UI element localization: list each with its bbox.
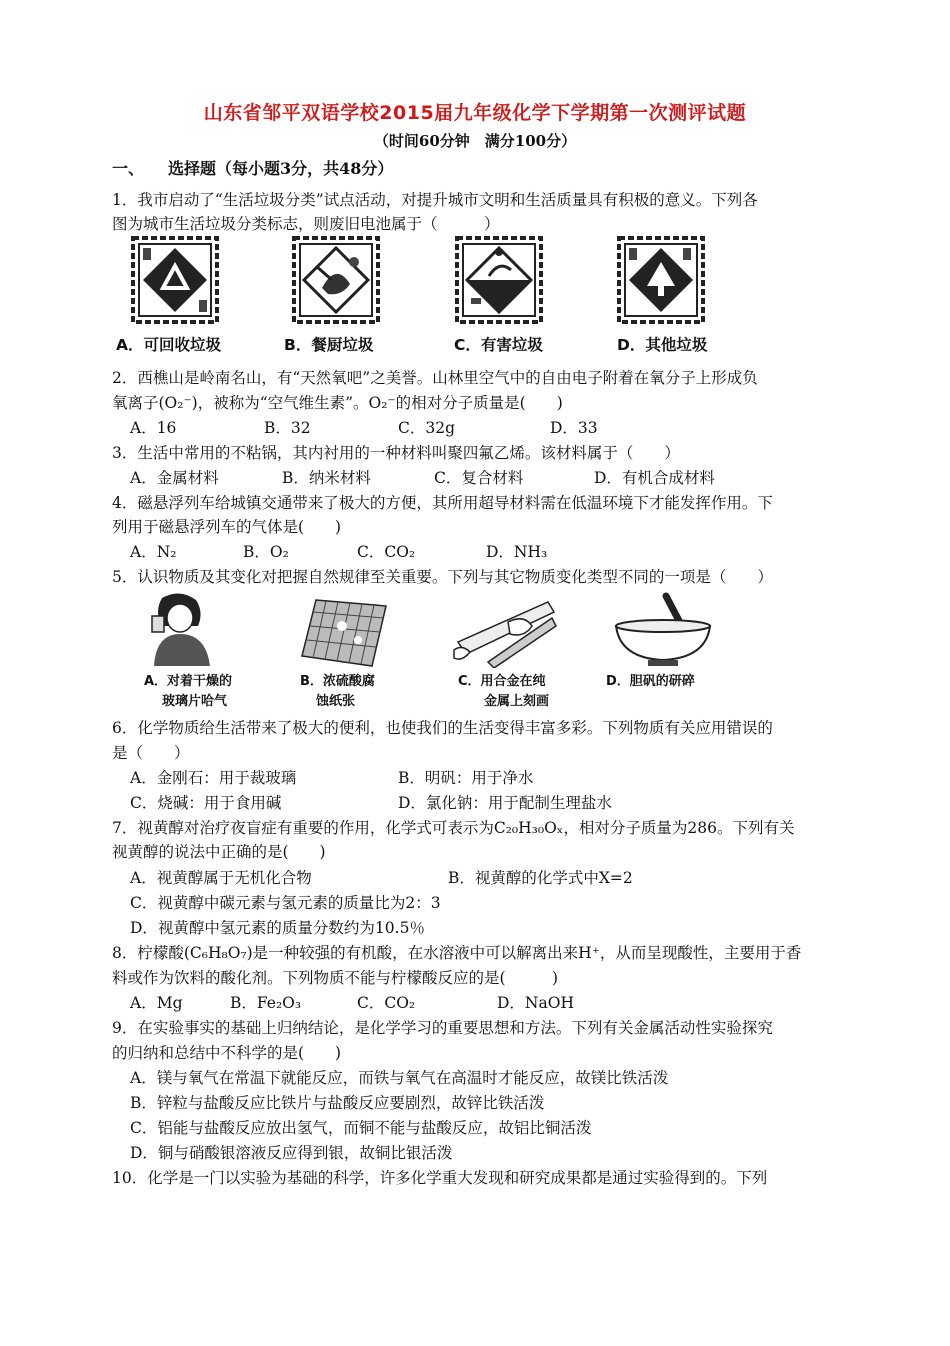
q5-line1: 5．认识物质及其变化对把握自然规律至关重要。下列与其它物质变化类型不同的一项是（ ）	[112, 568, 773, 586]
exam-title: 山东省邹平双语学校2015届九年级化学下学期第一次测评试题	[203, 102, 747, 124]
q6-option-a: A．金刚石：用于裁玻璃	[130, 769, 297, 787]
recyclable-sign-icon	[131, 236, 219, 324]
q8-option-c: C．CO₂	[357, 994, 416, 1012]
q3-option-b: B．纳米材料	[282, 469, 371, 487]
paper-with-acid-icon	[300, 596, 388, 668]
q4-line1: 4．磁悬浮列车给城镇交通带来了极大的方便，其所用超导材料需在低温环境下才能发挥作用。下	[112, 494, 773, 512]
q9-option-a: A．镁与氧气在常温下就能反应，而铁与氧气在高温时才能反应，故镁比铁活泼	[130, 1069, 669, 1087]
q4-option-d: D．NH₃	[486, 543, 548, 561]
q8-line1: 8．柠檬酸(C₆H₈O₇)是一种较强的有机酸，在水溶液中可以解离出来H⁺，从而呈现酸性，主要用于香	[112, 944, 802, 962]
q2-line2: 氧离子(O₂⁻)，被称为“空气维生素”。O₂⁻的相对分子质量是( )	[112, 394, 563, 412]
q6-option-d: D．氯化钠：用于配制生理盐水	[398, 794, 612, 812]
q6-option-b: B．明矾：用于净水	[398, 769, 534, 787]
kitchen-waste-sign-icon	[292, 236, 380, 324]
q5-caption-c-line1: C．用合金在纯	[458, 674, 546, 689]
q6-line2: 是（ ）	[112, 744, 190, 762]
alloy-scratching-metal-icon	[448, 592, 558, 668]
hazardous-waste-sign-icon	[455, 236, 543, 324]
q2-line1: 2．西樵山是岭南名山，有“天然氧吧”之美誉。山林里空气中的自由电子附着在氧分子上形成负	[112, 369, 758, 387]
q4-option-c: C．CO₂	[357, 543, 416, 561]
q2-option-d: D．33	[550, 419, 598, 437]
q6-line1: 6．化学物质给生活带来了极大的便利，也使我们的生活变得丰富多彩。下列物质有关应用错误的	[112, 719, 773, 737]
q2-option-a: A．16	[130, 419, 177, 437]
q3-line1: 3．生活中常用的不粘锅，其内衬用的一种材料叫聚四氟乙烯。该材料属于（ ）	[112, 444, 680, 462]
q10-line1: 10．化学是一门以实验为基础的科学，许多化学重大发现和研究成果都是通过实验得到的。下列	[112, 1169, 768, 1187]
q5-caption-d: D．胆矾的研碎	[606, 674, 695, 689]
q1-line2: 图为城市生活垃圾分类标志，则废旧电池属于（ ）	[112, 215, 500, 233]
girl-breathing-on-glass-icon	[140, 590, 220, 668]
mortar-and-pestle-icon	[610, 590, 716, 668]
q7-option-d: D．视黄醇中氢元素的质量分数约为10.5％	[130, 919, 425, 937]
q8-option-b: B．Fe₂O₃	[230, 994, 302, 1012]
q9-option-d: D．铜与硝酸银溶液反应得到银，故铜比银活泼	[130, 1144, 453, 1162]
q4-option-b: B．O₂	[243, 543, 289, 561]
q6-option-c: C．烧碱：用于食用碱	[130, 794, 282, 812]
q9-line2: 的归纳和总结中不科学的是( )	[112, 1044, 342, 1062]
q1-caption-c: C．有害垃圾	[454, 336, 543, 354]
exam-subtitle: （时间60分钟 满分100分）	[373, 132, 577, 150]
q3-option-a: A．金属材料	[130, 469, 219, 487]
q8-option-d: D．NaOH	[497, 994, 574, 1012]
q7-option-c: C．视黄醇中碳元素与氢元素的质量比为2：3	[130, 894, 441, 912]
q7-option-a: A．视黄醇属于无机化合物	[130, 869, 312, 887]
q3-option-d: D．有机合成材料	[594, 469, 715, 487]
q1-caption-d: D．其他垃圾	[617, 336, 708, 354]
section-heading: 一、 选择题（每小题3分，共48分）	[112, 159, 394, 178]
q5-caption-a-line2: 玻璃片哈气	[162, 694, 228, 709]
q8-line2: 料或作为饮料的酸化剂。下列物质不能与柠檬酸反应的是( )	[112, 969, 559, 987]
q5-caption-b-line1: B．浓硫酸腐	[300, 674, 375, 689]
q2-option-b: B．32	[264, 419, 311, 437]
q3-option-c: C．复合材料	[434, 469, 524, 487]
q2-option-c: C．32g	[398, 419, 456, 437]
q1-caption-b: B．餐厨垃圾	[284, 336, 374, 354]
q1-caption-a: A．可回收垃圾	[116, 336, 221, 354]
q5-caption-a-line1: A．对着干燥的	[144, 674, 233, 689]
q5-caption-b-line2: 蚀纸张	[316, 694, 356, 709]
q5-caption-c-line2: 金属上刻画	[484, 694, 550, 709]
q8-option-a: A．Mg	[130, 994, 183, 1012]
q4-option-a: A．N₂	[130, 543, 177, 561]
other-waste-sign-icon	[617, 236, 705, 324]
q7-option-b: B．视黄醇的化学式中X=2	[448, 869, 633, 887]
q4-line2: 列用于磁悬浮列车的气体是( )	[112, 518, 342, 536]
q9-line1: 9．在实验事实的基础上归纳结论，是化学学习的重要思想和方法。下列有关金属活动性实验探究	[112, 1019, 773, 1037]
q7-line1: 7．视黄醇对治疗夜盲症有重要的作用，化学式可表示为C₂₀H₃₀Oₓ，相对分子质量为286。下列有关	[112, 819, 795, 837]
q1-line1: 1．我市启动了“生活垃圾分类”试点活动，对提升城市文明和生活质量具有积极的意义。下列各	[112, 191, 758, 209]
q9-option-b: B．锌粒与盐酸反应比铁片与盐酸反应要剧烈，故锌比铁活泼	[130, 1094, 545, 1112]
q7-line2: 视黄醇的说法中正确的是( )	[112, 843, 326, 861]
q9-option-c: C．铝能与盐酸反应放出氢气，而铜不能与盐酸反应，故铝比铜活泼	[130, 1119, 592, 1137]
